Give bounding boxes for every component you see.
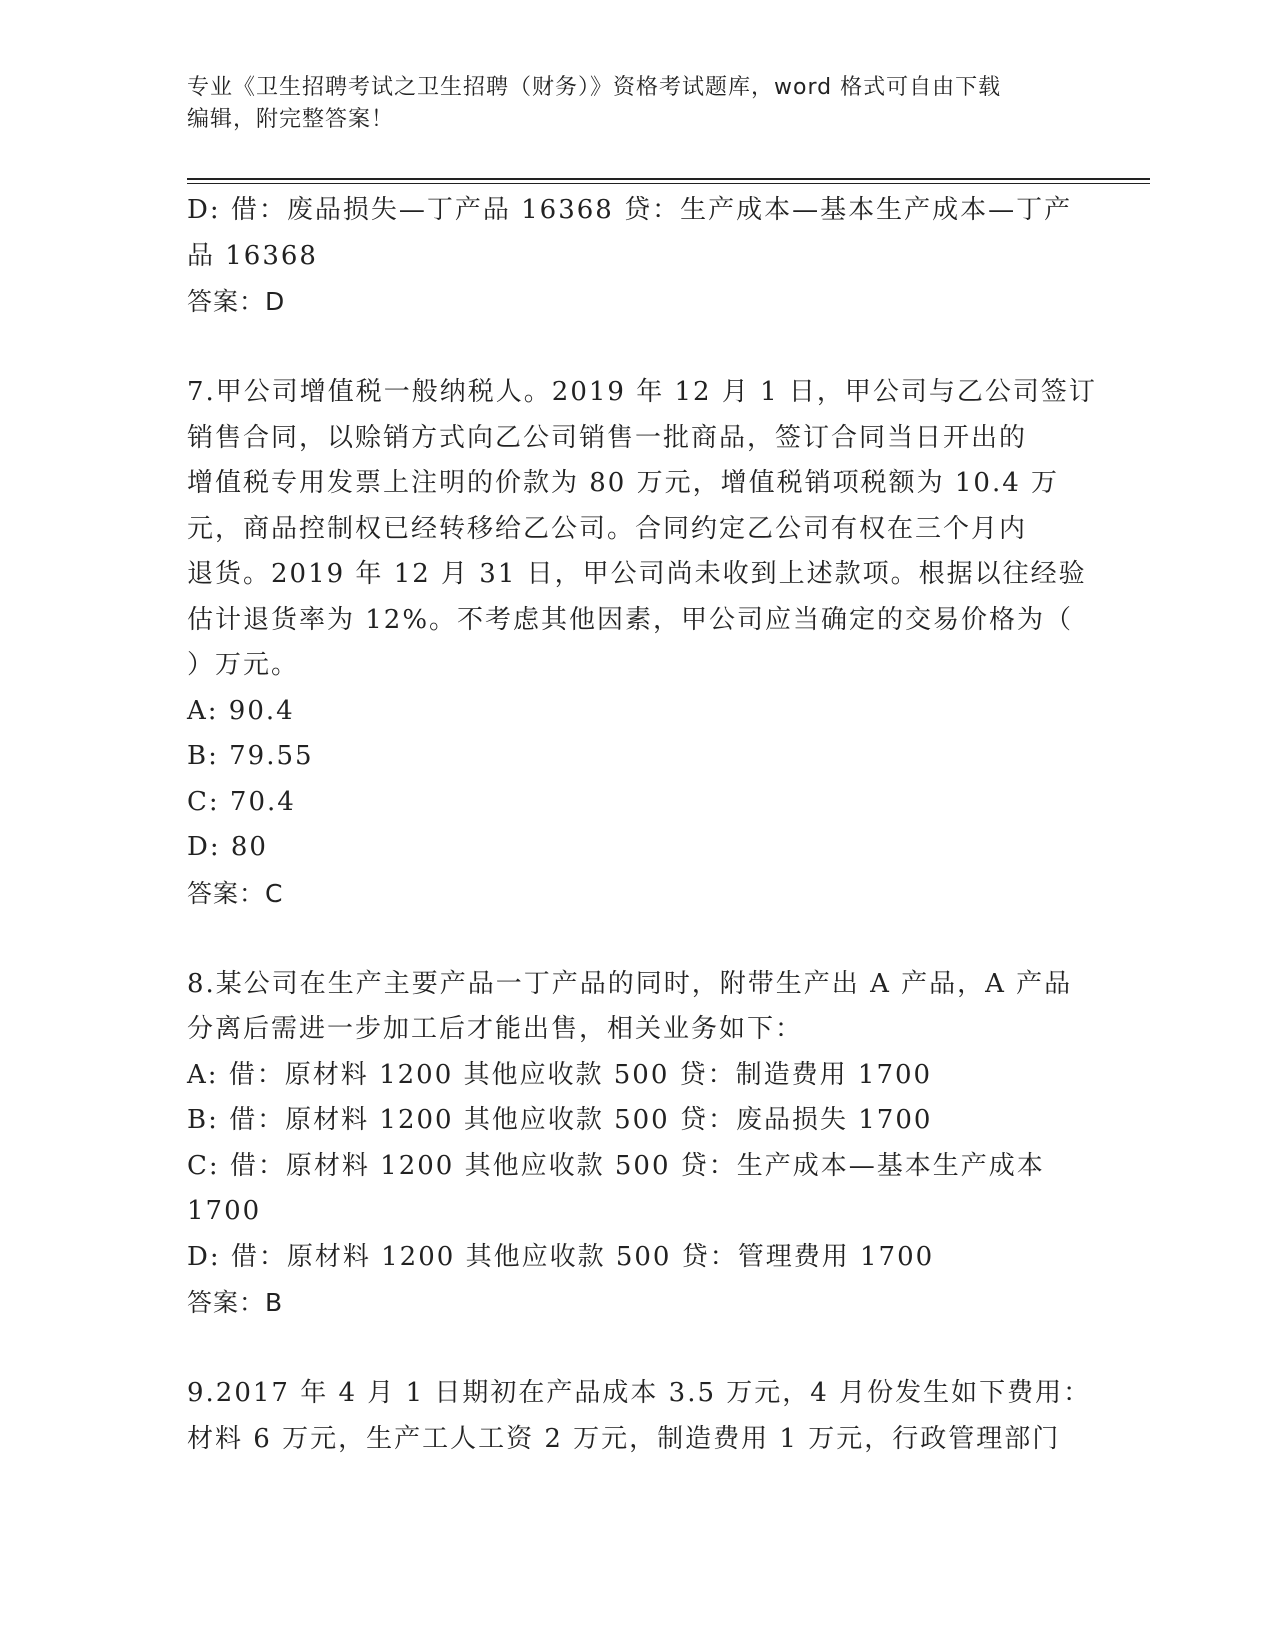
- spacer: [187, 1326, 1077, 1372]
- question-text-line: ）万元。: [187, 650, 300, 680]
- header-line-1: 专业《卫生招聘考试之卫生招聘（财务）》资格考试题库，word 格式可自由下载: [187, 75, 1002, 100]
- option-b: B: 79.55: [187, 741, 314, 771]
- question-text-line: 9.2017 年 4 月 1 日期初在产品成本 3.5 万元，4 月份发生如下费用：: [187, 1378, 1092, 1408]
- option-d: D: 80: [187, 832, 268, 862]
- question-text-line: 销售合同，以赊销方式向乙公司销售一批商品，签订合同当日开出的: [187, 422, 1028, 453]
- question-8: [187, 962, 1077, 1326]
- question-text-line: 分离后需进一步加工后才能出售，相关业务如下：: [187, 1014, 804, 1044]
- option-c-line-1: C: 借：原材料 1200 其他应收款 500 贷：生产成本—基本生产成本: [187, 1150, 1045, 1181]
- option-d-line-1: D: 借：废品损失—丁产品 16368 贷：生产成本—基本生产成本—丁产: [187, 195, 1073, 225]
- question-content: [187, 188, 1097, 1462]
- option-a: A: 90.4: [187, 695, 295, 726]
- option-d-line-2: 品 16368: [187, 240, 318, 271]
- option-c: C: 70.4: [187, 786, 296, 817]
- question-text-line: 增值税专用发票上注明的价款为 80 万元，增值税销项税额为 10.4 万: [187, 468, 1060, 498]
- page-header: [187, 72, 1067, 136]
- question-text-line: 估计退货率为 12%。不考虑其他因素，甲公司应当确定的交易价格为（: [187, 604, 1074, 635]
- option-c-line-2: 1700: [187, 1196, 262, 1226]
- answer-label: 答案：B: [187, 1288, 284, 1317]
- question-6-tail: [187, 188, 1077, 325]
- question-text-line: 8.某公司在生产主要产品一丁产品的同时，附带生产出 A 产品，A 产品: [187, 968, 1073, 999]
- question-9: [187, 1371, 1092, 1462]
- header-divider-thick: [187, 178, 1150, 180]
- header-divider-thin: [187, 183, 1150, 184]
- spacer: [187, 916, 1077, 962]
- question-text-line: 元，商品控制权已经转移给乙公司。合同约定乙公司有权在三个月内: [187, 513, 1028, 544]
- option-a: A: 借：原材料 1200 其他应收款 500 贷：制造费用 1700: [187, 1059, 933, 1090]
- spacer: [187, 325, 1077, 371]
- answer-label: 答案：C: [187, 878, 284, 908]
- header-line-2: 编辑，附完整答案！: [187, 107, 395, 132]
- question-text-line: 材料 6 万元，生产工人工资 2 万元，制造费用 1 万元，行政管理部门: [187, 1423, 1061, 1454]
- question-7: [187, 370, 1097, 916]
- answer-label: 答案：D: [187, 287, 286, 316]
- question-text-line: 7.甲公司增值税一般纳税人。2019 年 12 月 1 日，甲公司与乙公司签订: [187, 377, 1097, 407]
- question-text-line: 退货。2019 年 12 月 31 日，甲公司尚未收到上述款项。根据以往经验: [187, 559, 1087, 589]
- option-d: D: 借：原材料 1200 其他应收款 500 贷：管理费用 1700: [187, 1241, 935, 1272]
- option-b: B: 借：原材料 1200 其他应收款 500 贷：废品损失 1700: [187, 1105, 933, 1135]
